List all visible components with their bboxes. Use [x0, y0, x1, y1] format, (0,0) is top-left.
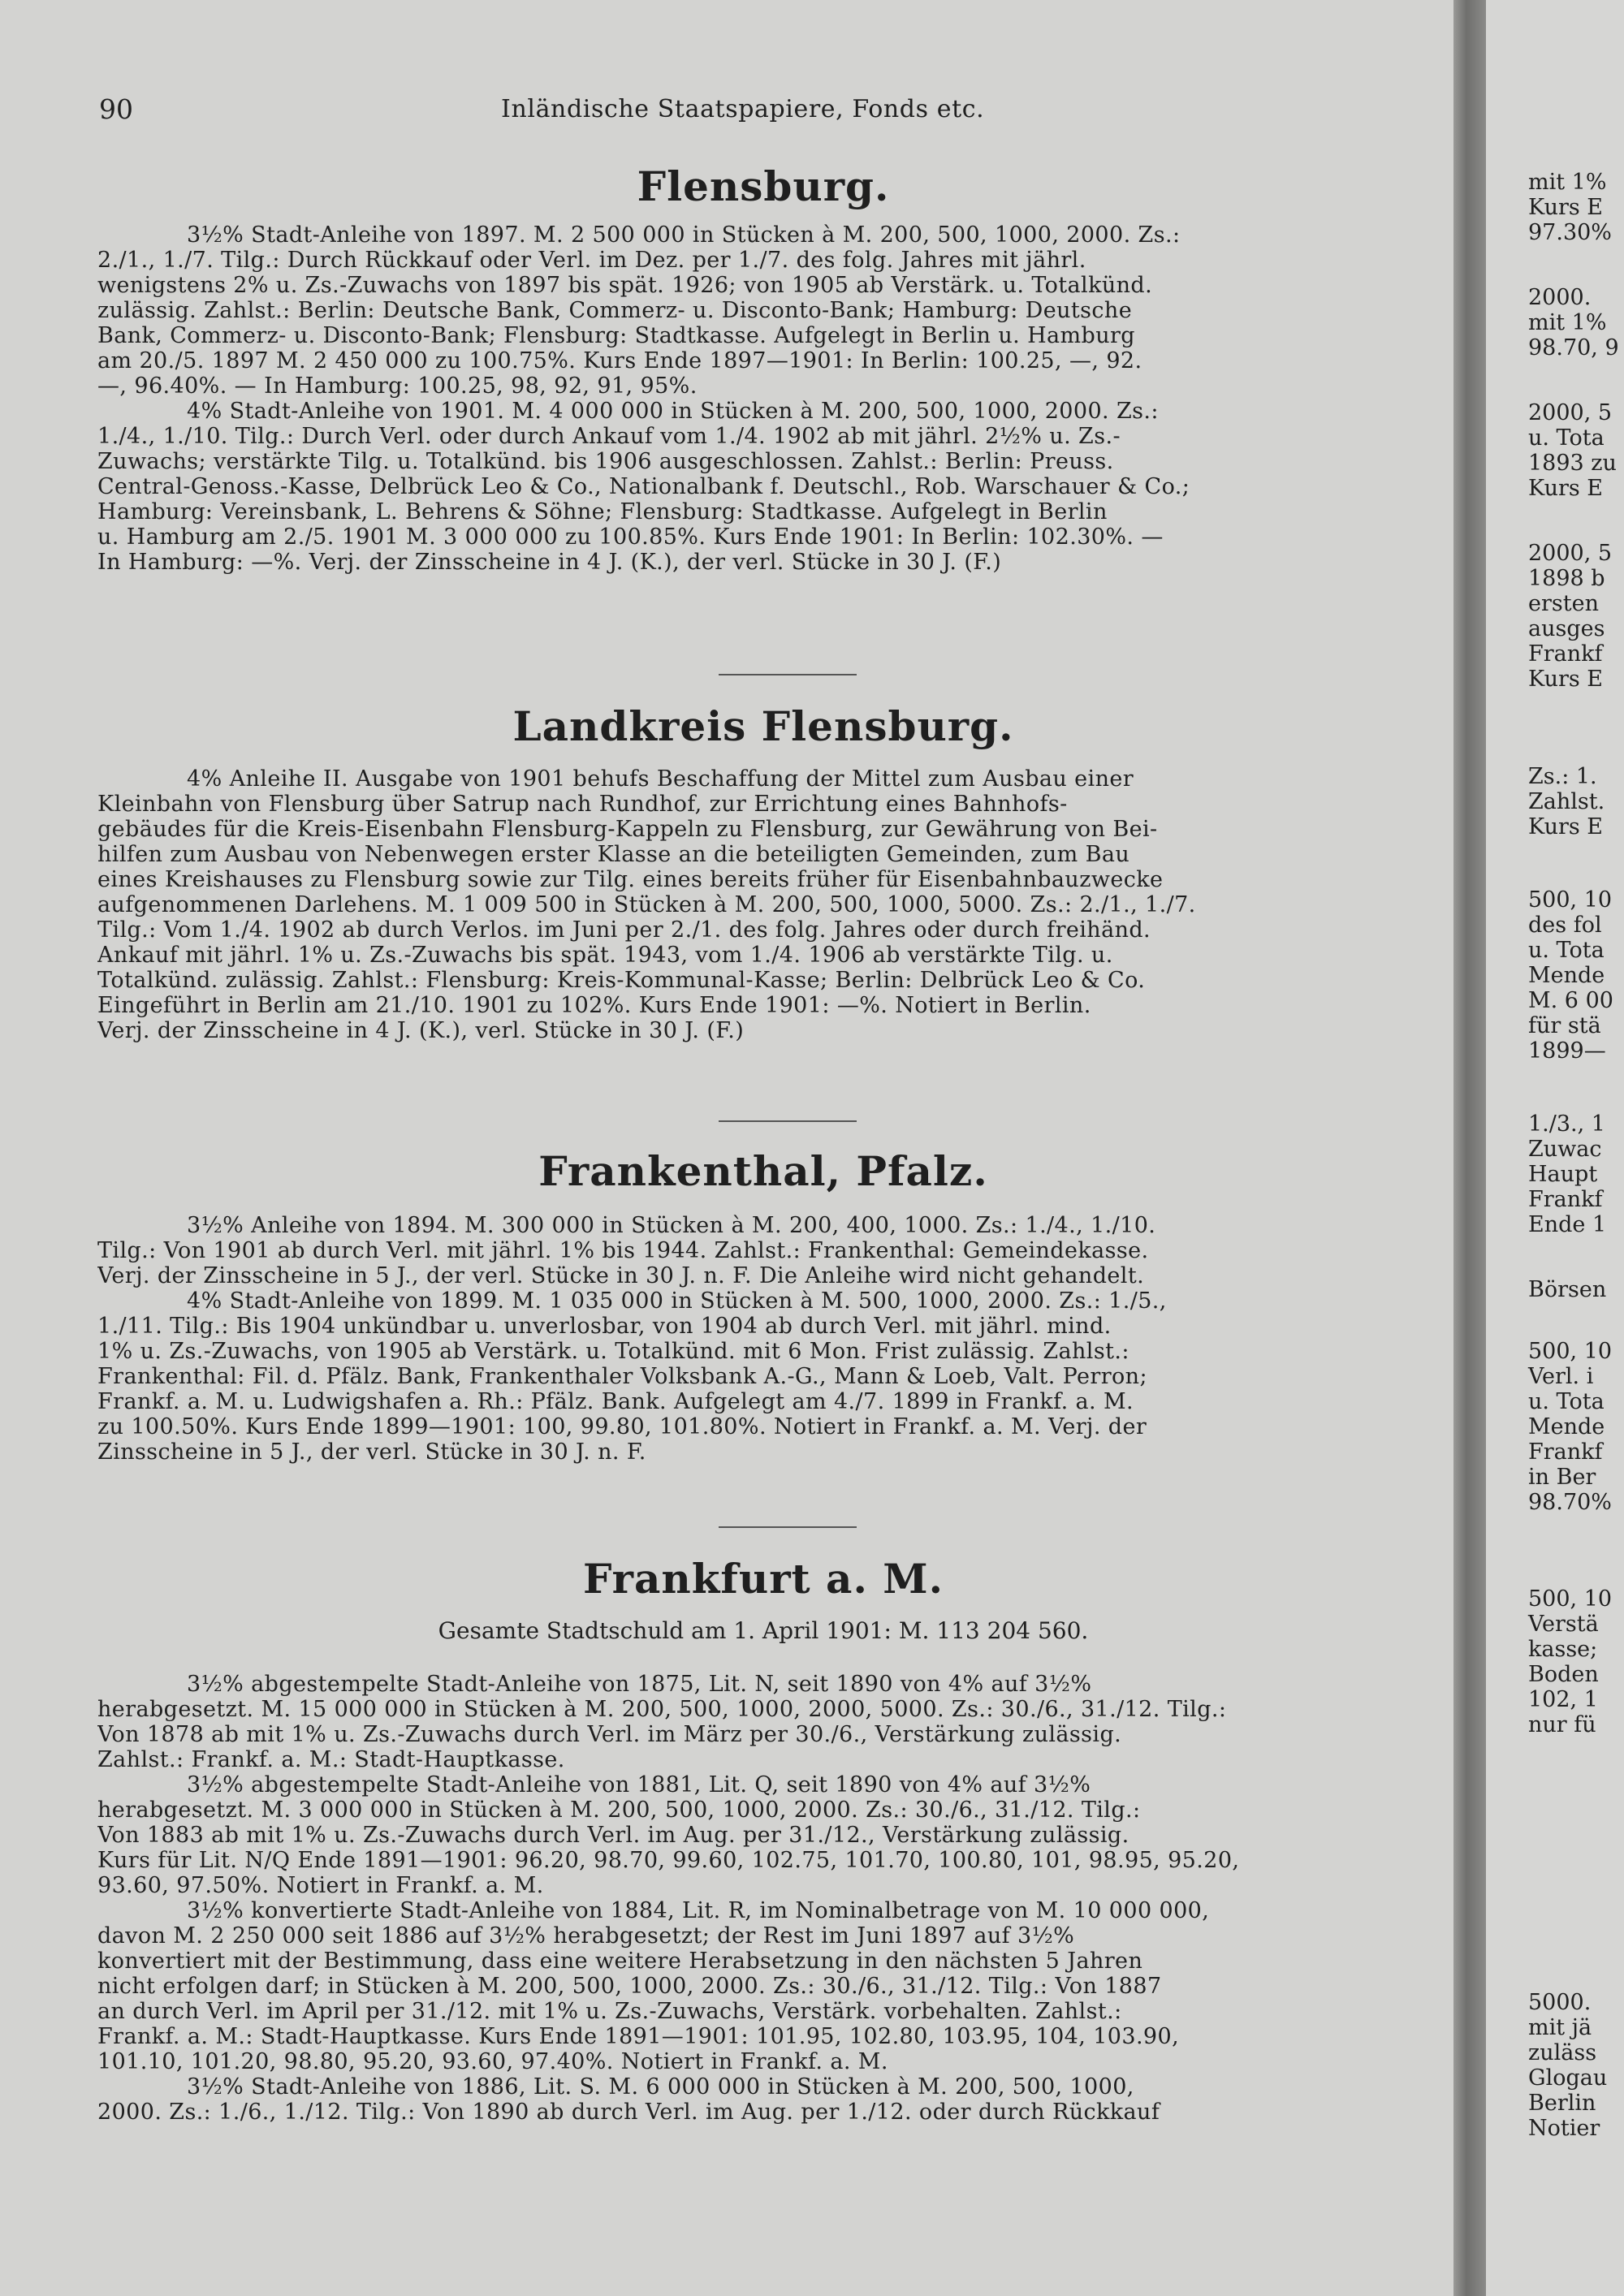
section-title-frankfurt: Frankfurt a. M. [582, 1555, 944, 1603]
text-line: Totalkünd. zulässig. Zahlst.: Flensburg: Kreis-Kommunal-Kasse; Berlin: Delbrück Leo & Co. [97, 969, 1146, 993]
text-line: Hamburg: Vereinsbank, L. Behrens & Söhne; Flensburg: Stadtkasse. Aufgelegt in Berlin [97, 500, 1108, 524]
text-line: 3½% abgestempelte Stadt-Anleihe von 1881, Lit. Q, seit 1890 von 4% auf 3½% [187, 1773, 1091, 1798]
fragment-line: kasse; [1528, 1637, 1598, 1662]
text-line: herabgesetzt. M. 15 000 000 in Stücken à M. 200, 500, 1000, 2000, 5000. Zs.: 30./6., 31./12. Tilg.: [97, 1698, 1227, 1722]
text-line: 3½% Stadt-Anleihe von 1886, Lit. S. M. 6 000 000 in Stücken à M. 200, 500, 1000, [187, 2075, 1134, 2100]
text-line: —, 96.40%. — In Hamburg: 100.25, 98, 92, 91, 95%. [97, 374, 698, 399]
fragment-line: 97.30% [1528, 220, 1612, 245]
text-line: herabgesetzt. M. 3 000 000 in Stücken à M. 200, 500, 1000, 2000. Zs.: 30./6., 31./12. Tilg.: [97, 1798, 1141, 1823]
text-line: Tilg.: Vom 1./4. 1902 ab durch Verlos. im Juni per 2./1. des folg. Jahres oder durch freihänd. [97, 918, 1151, 943]
text-line: u. Hamburg am 2./5. 1901 M. 3 000 000 zu 100.85%. Kurs Ende 1901: In Berlin: 102.30%. — [97, 525, 1164, 550]
text-line: aufgenommenen Darlehens. M. 1 009 500 in Stücken à M. 200, 500, 1000, 5000. Zs.: 2./1., 1./7. [97, 893, 1196, 917]
section-divider [719, 674, 857, 675]
fragment-line: Frankf [1528, 1439, 1603, 1465]
fragment-line: Frankf [1528, 1187, 1603, 1212]
text-line: Zinsscheine in 5 J., der verl. Stücke in 30 J. n. F. [97, 1440, 646, 1465]
text-line: Verj. der Zinsscheine in 4 J. (K.), verl. Stücke in 30 J. (F.) [97, 1019, 745, 1043]
text-line: nicht erfolgen darf; in Stücken à M. 200, 500, 1000, 2000. Zs.: 30./6., 31./12. Tilg.: Von 1887 [97, 1974, 1162, 1999]
adjacent-page-edge [1486, 0, 1624, 2296]
fragment-line: Mende [1528, 1414, 1605, 1439]
text-line: 1./11. Tilg.: Bis 1904 unkündbar u. unverlosbar, von 1904 ab durch Verl. mit jährl. mind. [97, 1314, 1112, 1339]
fragment-line: 500, 10 [1528, 1339, 1613, 1364]
text-line: Von 1878 ab mit 1% u. Zs.-Zuwachs durch Verl. im März per 30./6., Verstärkung zulässig. [97, 1723, 1122, 1747]
book-gutter [1453, 0, 1486, 2296]
fragment-line: Haupt [1528, 1162, 1598, 1187]
text-line: Bank, Commerz- u. Disconto-Bank; Flensburg: Stadtkasse. Aufgelegt in Berlin u. Hamburg [97, 324, 1135, 348]
fragment-line: des fol [1528, 913, 1602, 938]
fragment-line: mit jä [1528, 2015, 1592, 2040]
text-line: Kurs für Lit. N/Q Ende 1891—1901: 96.20, 98.70, 99.60, 102.75, 101.70, 100.80, 101, 98.95, 95.20, [97, 1849, 1240, 1873]
text-line: davon M. 2 250 000 seit 1886 auf 3½% herabgesetzt; der Rest im Juni 1897 auf 3½% [97, 1924, 1075, 1949]
fragment-line: Börsen [1528, 1277, 1607, 1302]
text-line: eines Kreishauses zu Flensburg sowie zur Tilg. eines bereits früher für Eisenbahnbauzwecke [97, 868, 1164, 892]
text-line: zu 100.50%. Kurs Ende 1899—1901: 100, 99.80, 101.80%. Notiert in Frankf. a. M. Verj. der [97, 1415, 1147, 1439]
fragment-line: 2000. [1528, 285, 1592, 310]
fragment-line: 2000, 5 [1528, 400, 1613, 425]
section-title-flensburg: Flensburg. [637, 162, 890, 210]
text-line: Zahlst.: Frankf. a. M.: Stadt-Hauptkasse. [97, 1748, 565, 1772]
text-line: 3½% konvertierte Stadt-Anleihe von 1884, Lit. R, im Nominalbetrage von M. 10 000 000, [187, 1899, 1210, 1923]
text-line: Kleinbahn von Flensburg über Satrup nach Rundhof, zur Errichtung eines Bahnhofs- [97, 792, 1068, 817]
text-line: Frankenthal: Fil. d. Pfälz. Bank, Frankenthaler Volksbank A.-G., Mann & Loeb, Valt. Perron; [97, 1365, 1147, 1389]
fragment-line: Mende [1528, 963, 1605, 988]
fragment-line: 5000. [1528, 1990, 1592, 2015]
text-line: zulässig. Zahlst.: Berlin: Deutsche Bank, Commerz- u. Disconto-Bank; Hamburg: Deutsche [97, 299, 1133, 323]
text-line: gebäudes für die Kreis-Eisenbahn Flensburg-Kappeln zu Flensburg, zur Gewährung von Bei- [97, 818, 1158, 842]
text-line: wenigstens 2% u. Zs.-Zuwachs von 1897 bis spät. 1926; von 1905 ab Verstärk. u. Totalkünd. [97, 274, 1153, 298]
fragment-line: 500, 10 [1528, 887, 1613, 913]
text-line: 93.60, 97.50%. Notiert in Frankf. a. M. [97, 1874, 544, 1898]
fragment-line: Kurs E [1528, 195, 1604, 220]
fragment-line: in Ber [1528, 1465, 1596, 1490]
section-title-landkreis-flensburg: Landkreis Flensburg. [512, 702, 1014, 750]
fragment-line: 102, 1 [1528, 1687, 1598, 1712]
section-divider [719, 1526, 857, 1528]
fragment-line: 1./3., 1 [1528, 1111, 1605, 1137]
page-number: 90 [99, 93, 133, 125]
fragment-line: Glogau [1528, 2065, 1608, 2091]
fragment-line: 1893 zu [1528, 451, 1617, 476]
fragment-line: Kurs E [1528, 476, 1604, 501]
fragment-line: 2000, 5 [1528, 541, 1613, 566]
text-line: 3½% Anleihe von 1894. M. 300 000 in Stücken à M. 200, 400, 1000. Zs.: 1./4., 1./10. [187, 1214, 1156, 1238]
text-line: Frankf. a. M.: Stadt-Hauptkasse. Kurs Ende 1891—1901: 101.95, 102.80, 103.95, 104, 103.90, [97, 2025, 1180, 2049]
text-line: Eingeführt in Berlin am 21./10. 1901 zu 102%. Kurs Ende 1901: —%. Notiert in Berlin. [97, 994, 1091, 1018]
text-line: Verj. der Zinsscheine in 5 J., der verl. Stücke in 30 J. n. F. Die Anleihe wird nicht gehandelt. [97, 1264, 1145, 1288]
text-line: 1./4., 1./10. Tilg.: Durch Verl. oder durch Ankauf vom 1./4. 1902 ab mit jährl. 2½% u. Zs.- [97, 425, 1121, 449]
text-line: Zuwachs; verstärkte Tilg. u. Totalkünd. bis 1906 ausgeschlossen. Zahlst.: Berlin: Preuss. [97, 450, 1114, 474]
fragment-line: 1899— [1528, 1038, 1606, 1064]
section-divider [719, 1120, 857, 1122]
text-line: 4% Stadt-Anleihe von 1901. M. 4 000 000 in Stücken à M. 200, 500, 1000, 2000. Zs.: [187, 399, 1159, 424]
text-line: 3½% Stadt-Anleihe von 1897. M. 2 500 000 in Stücken à M. 200, 500, 1000, 2000. Zs.: [187, 223, 1181, 248]
text-line: 2./1., 1./7. Tilg.: Durch Rückkauf oder Verl. im Dez. per 1./7. des folg. Jahres mit jährl. [97, 248, 1086, 273]
fragment-line: Zahlst. [1528, 789, 1605, 814]
fragment-line: Verl. i [1528, 1364, 1594, 1389]
fragment-line: 1898 b [1528, 566, 1605, 591]
fragment-line: nur fü [1528, 1712, 1596, 1737]
text-line: 1% u. Zs.-Zuwachs, von 1905 ab Verstärk. u. Totalkünd. mit 6 Mon. Frist zulässig. Zahlst.: [97, 1340, 1129, 1364]
text-line: 3½% abgestempelte Stadt-Anleihe von 1875, Lit. N, seit 1890 von 4% auf 3½% [187, 1672, 1092, 1697]
text-line: an durch Verl. im April per 31./12. mit 1% u. Zs.-Zuwachs, Verstärk. vorbehalten. Zahlst.: [97, 2000, 1122, 2024]
section-title-frankenthal: Frankenthal, Pfalz. [538, 1147, 988, 1195]
fragment-line: für stä [1528, 1013, 1601, 1038]
text-line: hilfen zum Ausbau von Nebenwegen erster Klasse an die beteiligten Gemeinden, zum Bau [97, 843, 1130, 867]
text-line: 4% Stadt-Anleihe von 1899. M. 1 035 000 in Stücken à M. 500, 1000, 2000. Zs.: 1./5., [187, 1289, 1167, 1314]
text-line: Ankauf mit jährl. 1% u. Zs.-Zuwachs bis spät. 1943, vom 1./4. 1906 ab verstärkte Tilg. u. [97, 943, 1113, 968]
text-line: Tilg.: Von 1901 ab durch Verl. mit jährl. 1% bis 1944. Zahlst.: Frankenthal: Gemeindekasse. [97, 1239, 1149, 1263]
section-subtitle: Gesamte Stadtschuld am 1. April 1901: M. 113 204 560. [438, 1617, 1089, 1644]
fragment-line: u. Tota [1528, 938, 1605, 963]
fragment-line: 500, 10 [1528, 1586, 1613, 1612]
text-line: konvertiert mit der Bestimmung, dass eine weitere Herabsetzung in den nächsten 5 Jahren [97, 1949, 1143, 1974]
fragment-line: ersten [1528, 591, 1599, 616]
fragment-line: ausges [1528, 616, 1605, 641]
fragment-line: Verstä [1528, 1612, 1599, 1637]
fragment-line: mit 1% [1528, 310, 1607, 335]
fragment-line: zuläss [1528, 2040, 1597, 2065]
fragment-line: Kurs E [1528, 814, 1604, 839]
text-line: 2000. Zs.: 1./6., 1./12. Tilg.: Von 1890 ab durch Verl. im Aug. per 1./12. oder durch Rückkauf [97, 2100, 1160, 2125]
fragment-line: M. 6 00 [1528, 988, 1613, 1013]
fragment-line: Zs.: 1. [1528, 764, 1597, 789]
fragment-line: Notier [1528, 2116, 1600, 2141]
text-line: am 20./5. 1897 M. 2 450 000 zu 100.75%. Kurs Ende 1897—1901: In Berlin: 100.25, —, 92. [97, 349, 1142, 373]
text-line: In Hamburg: —%. Verj. der Zinsscheine in 4 J. (K.), der verl. Stücke in 30 J. (F.) [97, 550, 1002, 575]
fragment-line: Zuwac [1528, 1137, 1602, 1162]
text-line: Von 1883 ab mit 1% u. Zs.-Zuwachs durch Verl. im Aug. per 31./12., Verstärkung zulässig. [97, 1823, 1129, 1848]
fragment-line: Ende 1 [1528, 1212, 1607, 1237]
fragment-line: 98.70% [1528, 1490, 1612, 1515]
fragment-line: mit 1% [1528, 170, 1607, 195]
fragment-line: Kurs E [1528, 667, 1604, 692]
fragment-line: Boden [1528, 1662, 1599, 1687]
text-line: 101.10, 101.20, 98.80, 95.20, 93.60, 97.40%. Notiert in Frankf. a. M. [97, 2050, 888, 2074]
fragment-line: 98.70, 9 [1528, 335, 1619, 360]
fragment-line: Berlin [1528, 2091, 1596, 2116]
fragment-line: u. Tota [1528, 425, 1605, 451]
running-title: Inländische Staatspapiere, Fonds etc. [501, 95, 985, 123]
fragment-line: u. Tota [1528, 1389, 1605, 1414]
text-line: Frankf. a. M. u. Ludwigshafen a. Rh.: Pfälz. Bank. Aufgelegt am 4./7. 1899 in Frankf. a. M. [97, 1390, 1134, 1414]
text-line: 4% Anleihe II. Ausgabe von 1901 behufs Beschaffung der Mittel zum Ausbau einer [187, 767, 1134, 792]
fragment-line: Frankf [1528, 641, 1603, 667]
text-line: Central-Genoss.-Kasse, Delbrück Leo & Co., Nationalbank f. Deutschl., Rob. Warschauer & Co.; [97, 475, 1190, 499]
